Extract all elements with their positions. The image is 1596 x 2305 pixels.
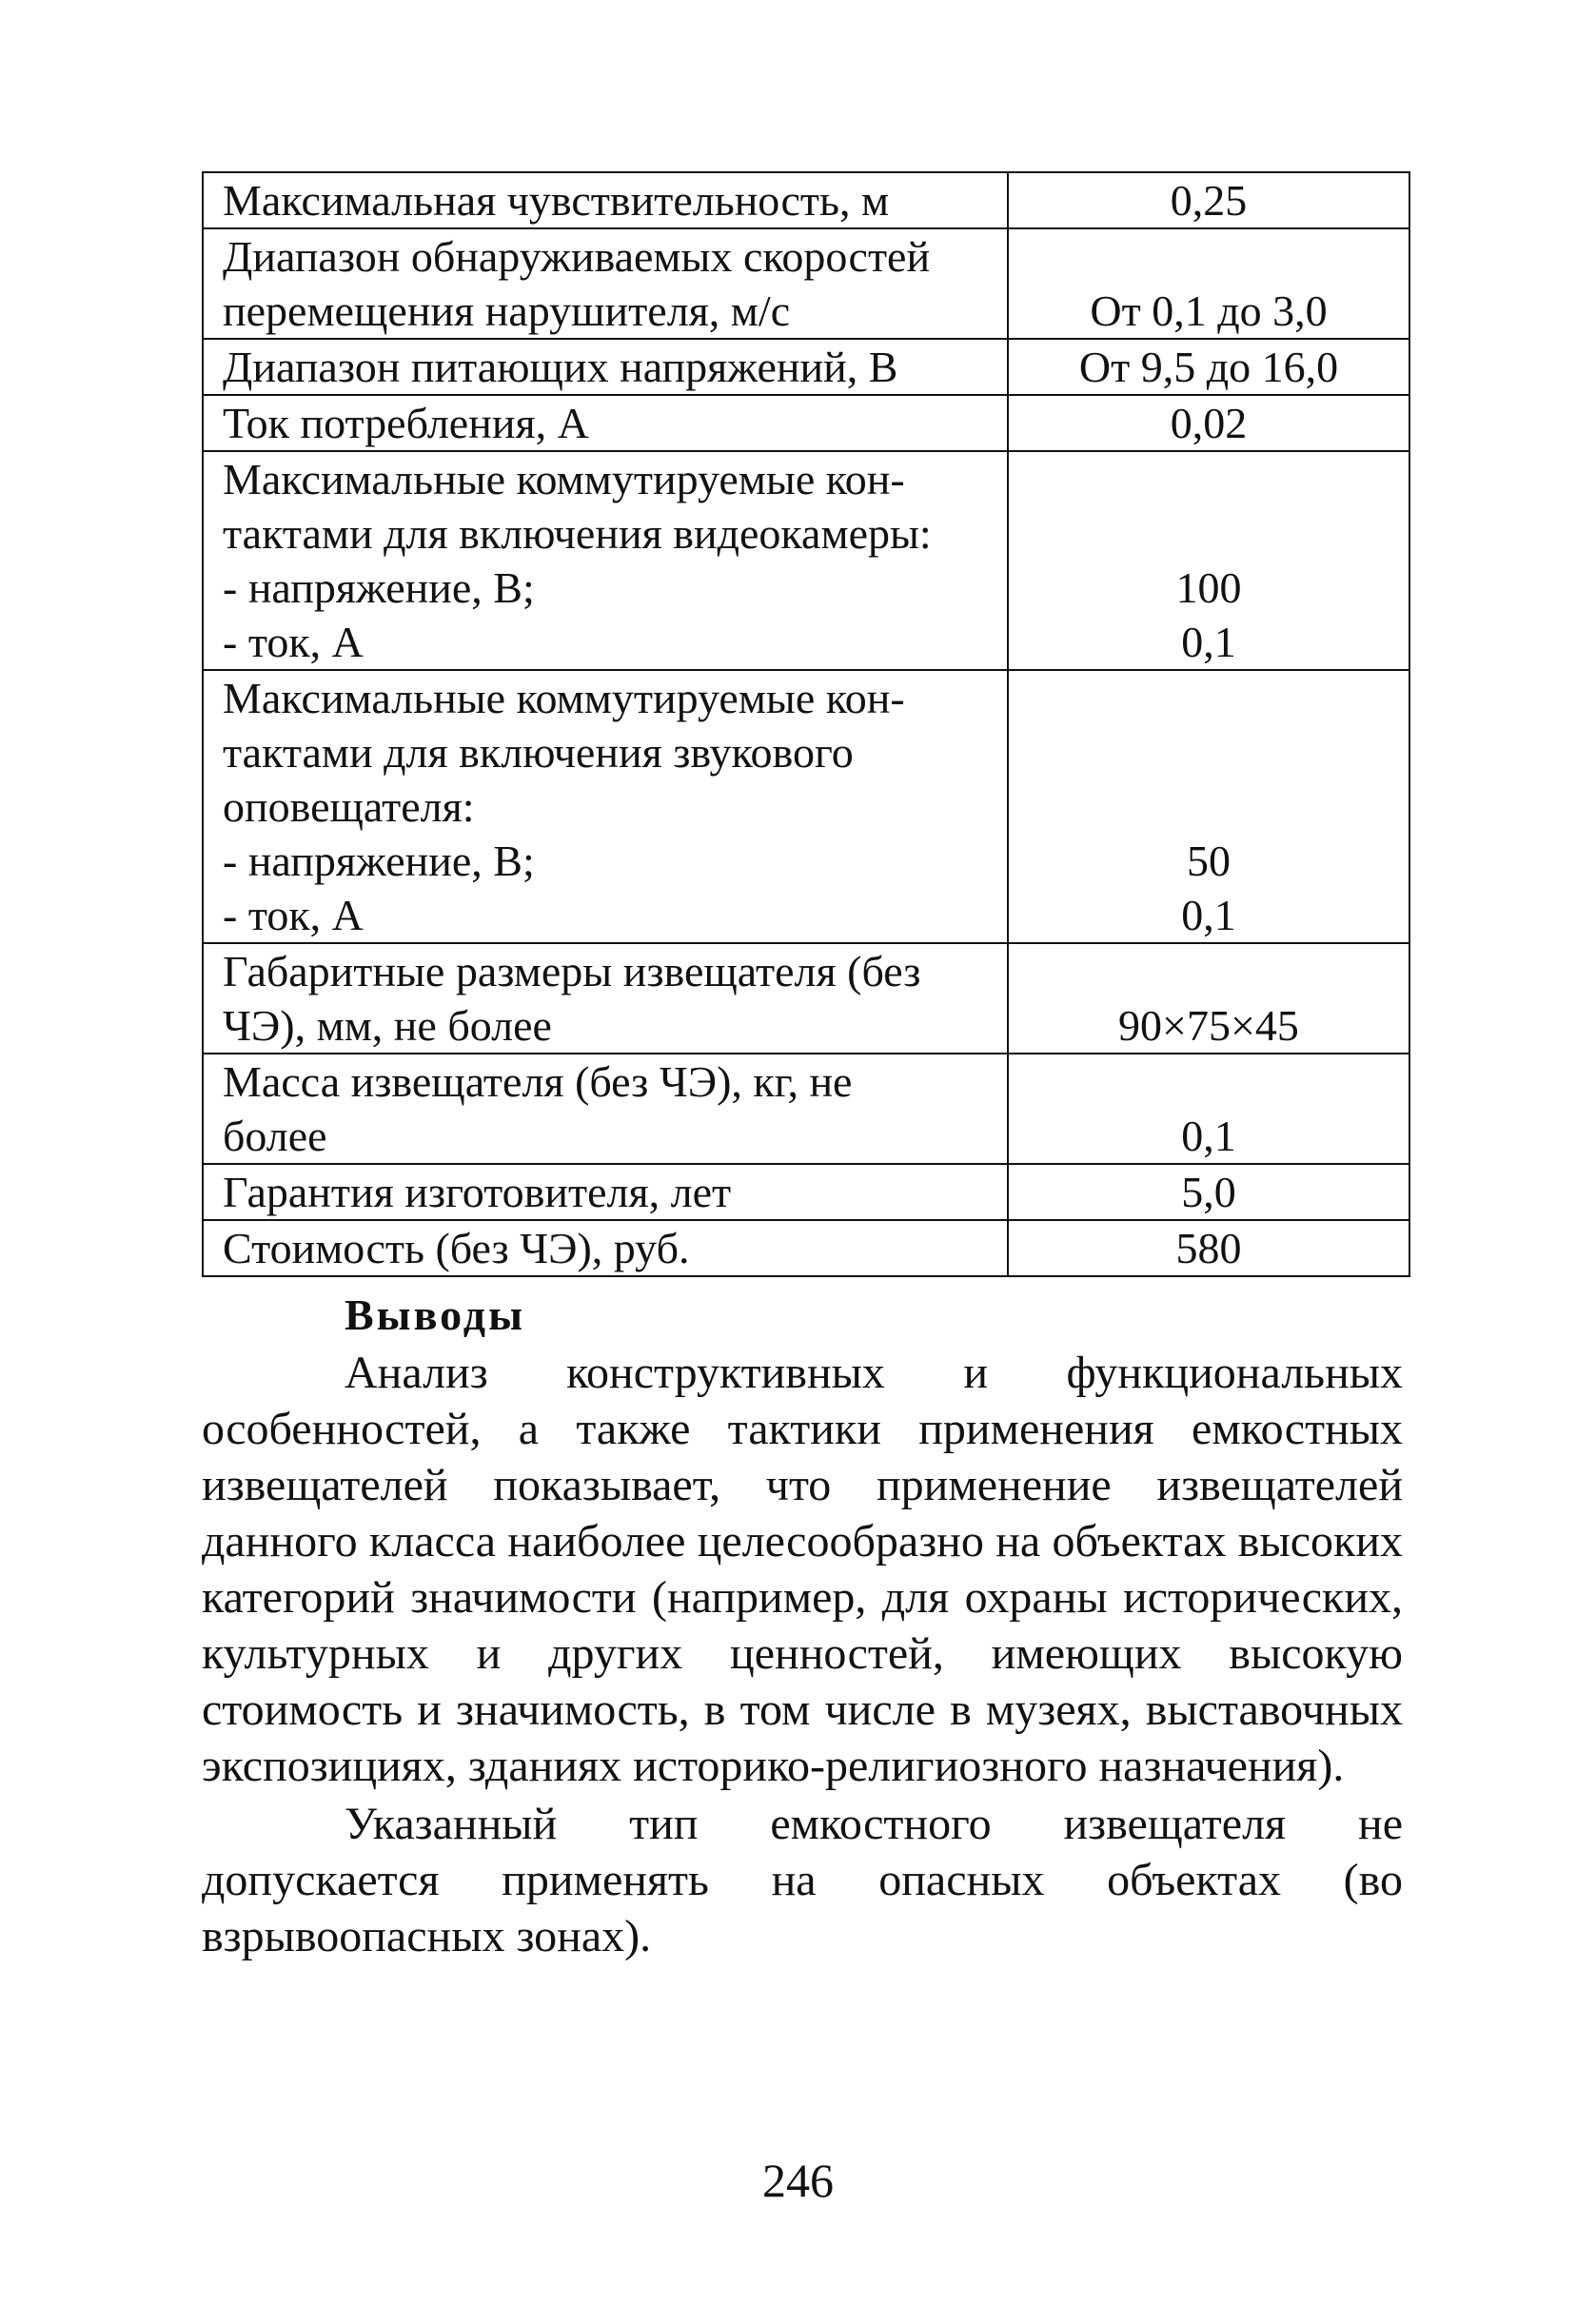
parameter-line: тактами для включения звукового xyxy=(223,728,854,777)
parameter-cell xyxy=(203,670,1008,943)
value-line: 100 xyxy=(1175,563,1242,612)
parameter-cell xyxy=(203,943,1008,1054)
parameter-line: оповещателя: xyxy=(223,782,475,831)
parameter-cell xyxy=(203,172,1008,228)
parameter-line: Ток потребления, А xyxy=(223,399,589,447)
table-row xyxy=(203,670,1409,943)
table-row xyxy=(203,339,1409,395)
conclusions-paragraph: Анализ конструктивных и функциональных особенностей, а также тактики применения емкостных извещателей показывает, что применение извещателей данного класса наиболее целесообразно на объектах высоких категорий значимости (например, для охраны исторических, культурных и других ценностей, имеющих высокую стоимость и значимость, в том числе в музеях, выставочных экспозициях, зданиях историко-религиозного назначения). xyxy=(202,1348,1403,1791)
parameter-line: - напряжение, В; xyxy=(223,837,535,885)
parameter-line: Максимальная чувствительность, м xyxy=(223,176,890,225)
parameter-line: Максимальные коммутируемые кон- xyxy=(223,455,905,503)
parameter-line: - ток, А xyxy=(223,618,364,666)
value-line: 580 xyxy=(1175,1224,1242,1272)
parameter-line: Стоимость (без ЧЭ), руб. xyxy=(223,1224,690,1272)
value-cell xyxy=(1008,1164,1409,1220)
parameter-line: Габаритные размеры извещателя (без xyxy=(223,947,921,995)
value-line: 90×75×45 xyxy=(1118,1001,1299,1050)
page-number: 246 xyxy=(762,2154,834,2207)
value-line: 50 xyxy=(1187,837,1231,885)
parameter-cell xyxy=(203,395,1008,451)
table-row xyxy=(203,172,1409,228)
value-cell xyxy=(1008,228,1409,339)
value-line: От 9,5 до 16,0 xyxy=(1078,343,1339,391)
parameter-line: Диапазон обнаруживаемых скоростей xyxy=(223,232,931,281)
conclusions-heading: Выводы xyxy=(345,1290,525,1339)
value-line: 0,1 xyxy=(1181,891,1236,939)
value-cell xyxy=(1008,172,1409,228)
specifications-table-body xyxy=(203,172,1409,1276)
value-line: От 0,1 до 3,0 xyxy=(1090,286,1328,335)
parameter-cell xyxy=(203,451,1008,670)
value-cell xyxy=(1008,670,1409,943)
value-line: 0,1 xyxy=(1181,618,1236,666)
parameter-line: перемещения нарушителя, м/с xyxy=(223,286,791,335)
parameter-line: Масса извещателя (без ЧЭ), кг, не xyxy=(223,1057,853,1106)
parameter-line: Максимальные коммутируемые кон- xyxy=(223,674,905,722)
value-cell xyxy=(1008,1054,1409,1164)
conclusions-paragraph: Указанный тип емкостного извещателя не допускается применять на опасных объектах (во взрывоопасных зонах). xyxy=(202,1799,1403,1961)
parameter-line: ЧЭ), мм, не более xyxy=(223,1001,552,1050)
parameter-line: - ток, А xyxy=(223,891,364,939)
parameter-cell xyxy=(203,1220,1008,1276)
value-line: 0,25 xyxy=(1170,176,1248,225)
value-line: 5,0 xyxy=(1181,1168,1236,1216)
table-row xyxy=(203,228,1409,339)
table-row xyxy=(203,1164,1409,1220)
parameter-line: тактами для включения видеокамеры: xyxy=(223,509,932,558)
parameter-cell xyxy=(203,228,1008,339)
specifications-table xyxy=(202,171,1410,1277)
conclusions-section xyxy=(202,1287,1403,1966)
parameter-line: Диапазон питающих напряжений, В xyxy=(223,343,898,391)
parameter-cell xyxy=(203,1164,1008,1220)
table-row xyxy=(203,1220,1409,1276)
value-cell xyxy=(1008,339,1409,395)
table-row xyxy=(203,943,1409,1054)
table-row xyxy=(203,395,1409,451)
value-line: 0,02 xyxy=(1170,399,1248,447)
parameter-line: Гарантия изготовителя, лет xyxy=(223,1168,732,1216)
value-cell xyxy=(1008,395,1409,451)
parameter-line: - напряжение, В; xyxy=(223,563,535,612)
value-cell xyxy=(1008,451,1409,670)
value-cell xyxy=(1008,1220,1409,1276)
value-cell xyxy=(1008,943,1409,1054)
table-row xyxy=(203,1054,1409,1164)
parameter-cell xyxy=(203,1054,1008,1164)
parameter-cell xyxy=(203,339,1008,395)
table-row xyxy=(203,451,1409,670)
value-line: 0,1 xyxy=(1181,1112,1236,1160)
parameter-line: более xyxy=(223,1112,327,1160)
